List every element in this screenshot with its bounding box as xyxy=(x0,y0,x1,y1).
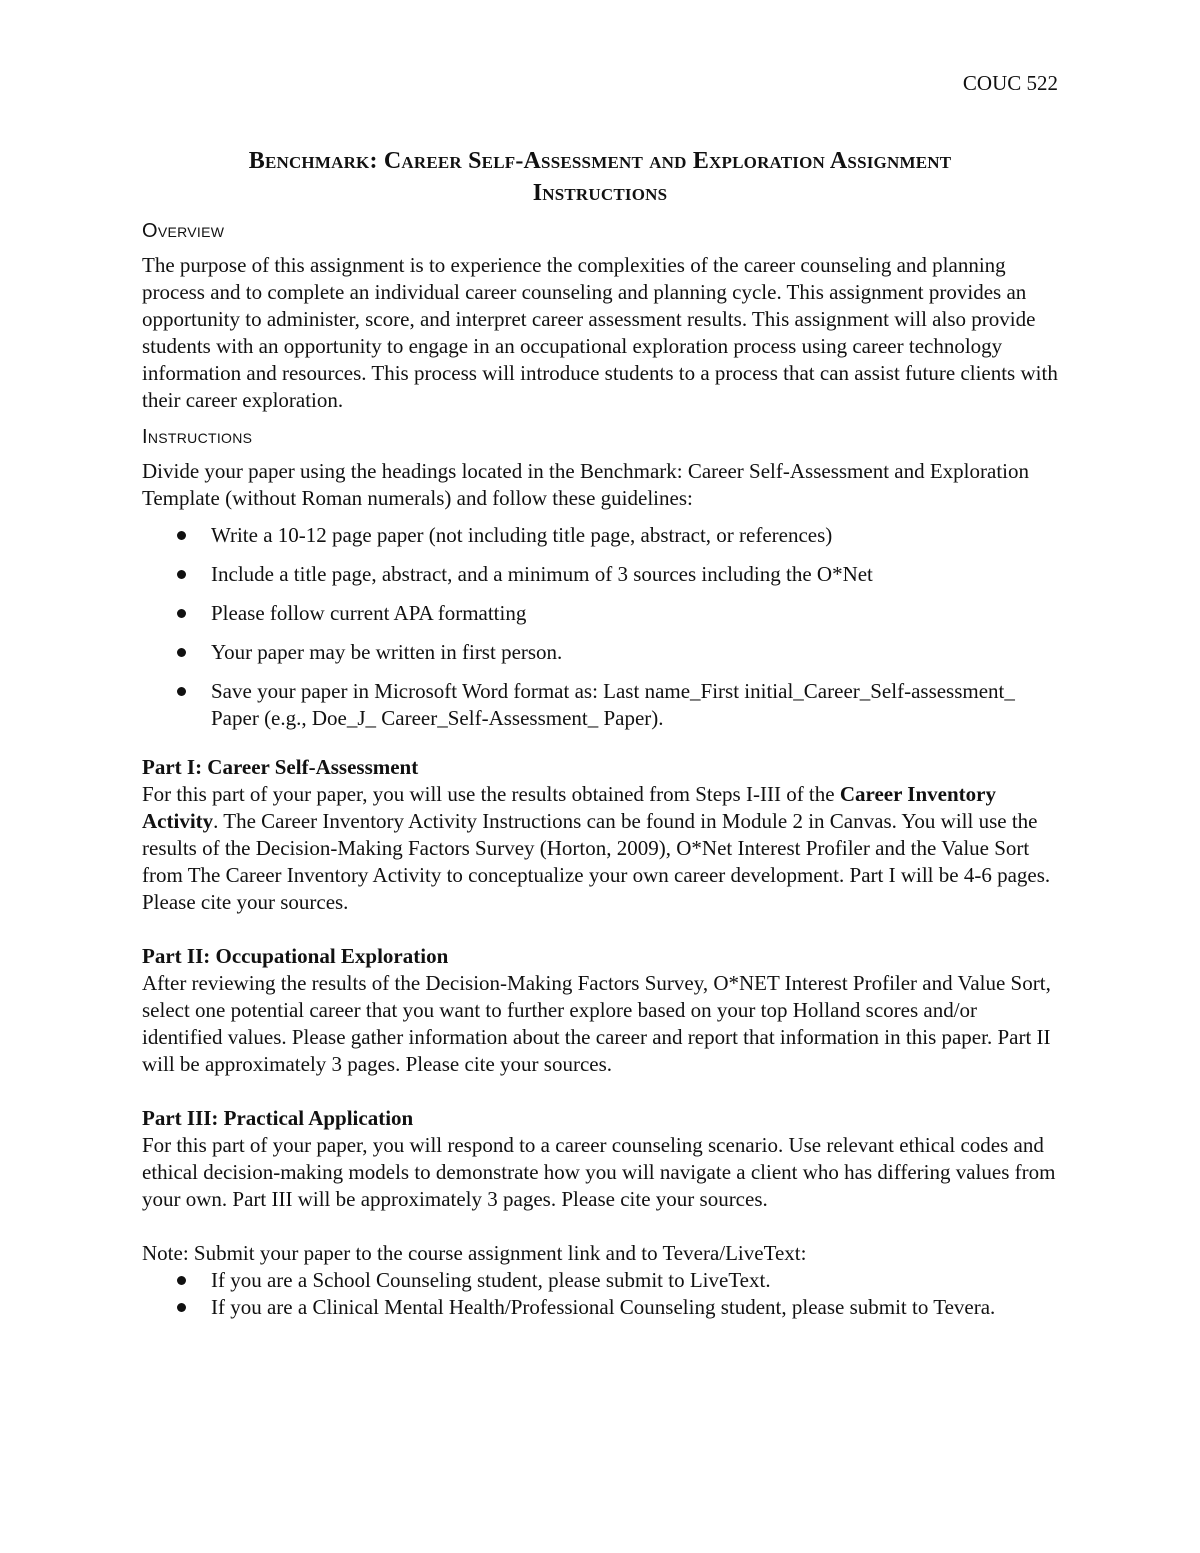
part-2-section xyxy=(142,943,1062,1078)
bullet-icon xyxy=(177,1276,186,1285)
note-item: If you are a School Counseling student, please submit to LiveText. xyxy=(142,1267,1062,1294)
document-body xyxy=(142,218,1062,1321)
title-line-2: Instructions xyxy=(532,180,668,206)
career-inventory-activity-bold: Career Inventory Activity xyxy=(142,782,996,833)
bullet-icon xyxy=(177,1303,186,1312)
part-1-heading: Part I: Career Self-Assessment xyxy=(142,755,419,779)
course-code-header: COUC 522 xyxy=(962,71,1058,95)
guideline-item: Write a 10-12 page paper (not including title page, abstract, or references) xyxy=(142,522,1062,549)
part-1-section xyxy=(142,754,1062,916)
overview-heading: Overview xyxy=(142,220,225,242)
part-3-section xyxy=(142,1105,1062,1213)
part-3-paragraph: For this part of your paper, you will respond to a career counseling scenario. Use relevant ethical codes and ethical decision-making models to demonstrate how you will navigate a client who has differing values from your own. Part III will be approximately 3 pages. Please cite your sources. xyxy=(142,1133,1056,1211)
instructions-heading: Instructions xyxy=(142,426,253,448)
guideline-item: Please follow current APA formatting xyxy=(142,600,1062,627)
part-3-heading: Part III: Practical Application xyxy=(142,1106,414,1130)
bullet-icon xyxy=(177,570,186,579)
submission-note xyxy=(142,1240,1062,1321)
bullet-icon xyxy=(177,609,186,618)
instructions-intro: Divide your paper using the headings located in the Benchmark: Career Self-Assessment and Exploration Template (without Roman numerals) and follow these guidelines: xyxy=(142,459,1030,510)
guideline-item: Include a title page, abstract, and a minimum of 3 sources including the O*Net xyxy=(142,561,1062,588)
bullet-icon xyxy=(177,531,186,540)
guideline-item: Save your paper in Microsoft Word format as: Last name_First initial_Career_Self-assessment_ Paper (e.g., Doe_J_ Career_Self-Assessment_ Paper). xyxy=(142,678,1062,732)
document-title xyxy=(142,145,1058,209)
bullet-icon xyxy=(177,648,186,657)
overview-paragraph: The purpose of this assignment is to experience the complexities of the career counseling and planning process and to complete an individual career counseling and planning cycle. This assignment provides an opportunity to administer, score, and interpret career assessment results. This assignment will also provide students with an opportunity to engage in an occupational exploration process using career technology information and resources. This process will introduce students to a process that can assist future clients with their career exploration. xyxy=(142,253,1058,412)
part-1-paragraph: For this part of your paper, you will use the results obtained from Steps I-III of the Career Inventory Activity. The Career Inventory Activity Instructions can be found in Module 2 in Canvas. You will use the results of the Decision-Making Factors Survey (Horton, 2009), O*Net Interest Profiler and the Value Sort from The Career Inventory Activity to conceptualize your own career development. Part I will be 4-6 pages. Please cite your sources. xyxy=(142,782,1051,914)
title-line-1: Benchmark: Career Self-Assessment and Exploration Assignment xyxy=(248,148,952,174)
guideline-item: Your paper may be written in first person. xyxy=(142,639,1062,666)
part-2-heading: Part II: Occupational Exploration xyxy=(142,944,449,968)
part-2-paragraph: After reviewing the results of the Decision-Making Factors Survey, O*NET Interest Profiler and Value Sort, select one potential career that you want to further explore based on your top Holland scores and/or identified values. Please gather information about the career and report that information in this paper. Part II will be approximately 3 pages. Please cite your sources. xyxy=(142,971,1051,1076)
note-item: If you are a Clinical Mental Health/Professional Counseling student, please submit to Tevera. xyxy=(142,1294,1062,1321)
note-text: Note: Submit your paper to the course assignment link and to Tevera/LiveText: xyxy=(142,1241,807,1265)
bullet-icon xyxy=(177,687,186,696)
note-list xyxy=(142,1267,1062,1321)
guidelines-list xyxy=(142,522,1062,732)
